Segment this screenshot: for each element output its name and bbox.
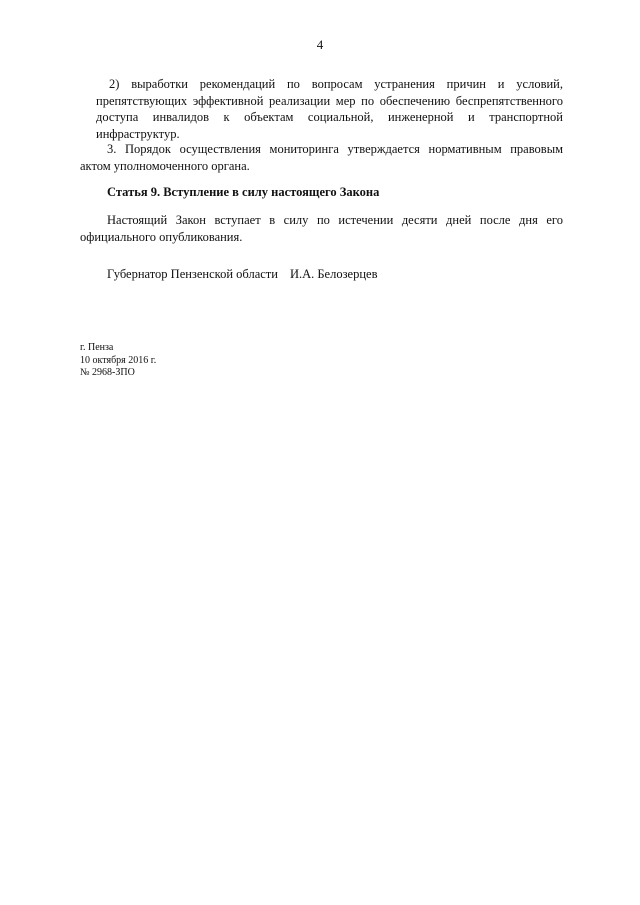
paragraph-item-2: 2) выработки рекомендаций по вопросам устранения причин и условий, препятствующих эффективной реализации мер по обеспечению беспрепятственного доступа инвалидов к объектам социальной, инженерной и транспортной инфраструктур. [96,77,563,141]
signature-position: Губернатор Пензенской области [107,267,278,281]
paragraph-entry-into-force: Настоящий Закон вступает в силу по истечении десяти дней после дня его официального опубликования. [80,213,563,244]
footer-date: 10 октября 2016 г. [80,354,157,366]
article-9-title: Статья 9. Вступление в силу настоящего Закона [107,185,380,199]
page-number: 4 [316,37,324,52]
paragraph-section-3: 3. Порядок осуществления мониторинга утверждается нормативным правовым актом уполномоченного органа. [80,142,563,173]
footer-law-number: № 2968-ЗПО [80,367,135,378]
signature-block [107,267,377,282]
footer-city: г. Пенза [80,342,114,353]
document-footer [80,342,156,380]
signature-name: И.А. Белозерцев [289,267,378,281]
